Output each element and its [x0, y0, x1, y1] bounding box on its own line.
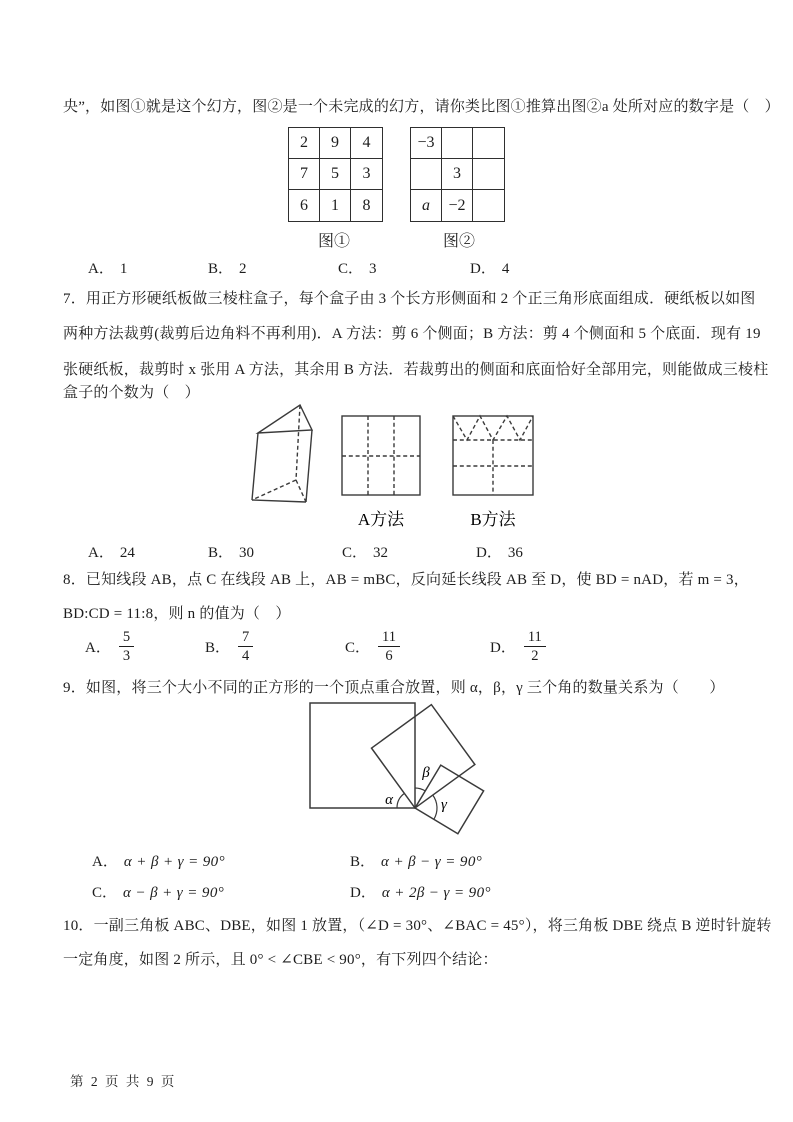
magic-cell: 7 — [289, 159, 320, 190]
q7-text-line-1: 7．用正方形硬纸板做三棱柱盒子，每个盒子由 3 个长方形侧面和 2 个正三角形底面组成．硬纸板以如图 — [63, 291, 756, 307]
magic-cell — [442, 128, 473, 159]
q6-option-b: B． 2 — [208, 261, 247, 277]
beta-arc — [415, 788, 425, 791]
q8-option-a: A． $\frac{5}{3}$ — [85, 628, 134, 665]
q8-option-c: C． $\frac{11}{6}$ — [345, 628, 400, 665]
question-6-continuation-text: 央”，如图①就是这个幻方，图②是一个未完成的幻方，请你类比图①推算出图②a 处所对应的数字是（ ） — [63, 99, 780, 115]
magic-cell — [473, 159, 504, 190]
method-b-figure — [453, 416, 533, 495]
large-square — [310, 703, 415, 808]
page-footer: 第 2 页 共 9 页 — [70, 1074, 177, 1089]
q9-option-c: C． α − β + γ = 90° — [92, 885, 225, 901]
magic-cell: 2 — [289, 128, 320, 159]
fraction: $\frac{11}{2}$ — [524, 628, 546, 665]
q9-text-line: 9．如图，将三个大小不同的正方形的一个顶点重合放置，则 α，β，γ 三个角的数量关系为（ ） — [63, 680, 725, 696]
q9-option-a: A． α + β + γ = 90° — [92, 854, 225, 870]
q6-option-a: A． 1 — [88, 261, 128, 277]
magic-cell: 4 — [351, 128, 382, 159]
fraction: $\frac{7}{4}$ — [238, 628, 253, 665]
figure-2-caption: 图② — [443, 233, 476, 250]
q6-option-c: C． 3 — [338, 261, 377, 277]
magic-cell: 5 — [320, 159, 351, 190]
q10-text-line-2: 一定角度，如图 2 所示，且 0° < ∠CBE < 90°，有下列四个结论： — [63, 952, 498, 968]
gamma-arc — [433, 795, 437, 819]
fraction: $\frac{5}{3}$ — [119, 628, 134, 665]
magic-cell: −3 — [411, 128, 442, 159]
q7-text-line-3: 张硬纸板，裁剪时 x 张用 A 方法，其余用 B 方法．若裁剪出的侧面和底面恰好全部用完，则能做成三棱柱 — [63, 362, 769, 378]
gamma-label: γ — [441, 797, 447, 813]
q8-option-d: D． $\frac{11}{2}$ — [490, 628, 546, 665]
method-a-label: A方法 — [357, 510, 405, 529]
q7-option-c: C． 32 — [342, 545, 389, 561]
q7-option-a: A． 24 — [88, 545, 135, 561]
method-a-figure — [342, 416, 420, 495]
prism-figure — [252, 405, 312, 502]
beta-label: β — [422, 765, 430, 781]
magic-cell — [473, 128, 504, 159]
magic-cell: −2 — [442, 190, 473, 221]
magic-cell: a — [411, 190, 442, 221]
fraction: $\frac{11}{6}$ — [378, 628, 400, 665]
q10-text-line-1: 10．一副三角板 ABC、DBE，如图 1 放置，（∠D = 30°、∠BAC = 45°），将三角板 DBE 绕点 B 逆时针旋转 — [63, 918, 772, 934]
q8-option-b: B． $\frac{7}{4}$ — [205, 628, 253, 665]
q7-text-line-4: 盒子的个数为（ ） — [63, 385, 200, 401]
q7-figure — [240, 400, 560, 535]
alpha-arc — [397, 793, 404, 808]
q6-option-d: D． 4 — [470, 261, 510, 277]
figure-1-caption: 图① — [318, 233, 351, 250]
q7-option-d: D． 36 — [476, 545, 523, 561]
alpha-label: α — [385, 792, 393, 808]
magic-cell: 3 — [351, 159, 382, 190]
q8-text-line-2: BD:CD = 11:8，则 n 的值为（ ） — [63, 606, 291, 622]
q9-option-b: B． α + β − γ = 90° — [350, 854, 483, 870]
magic-cell: 8 — [362, 196, 371, 214]
magic-cell: 6 — [289, 190, 320, 221]
magic-cell: 1 — [320, 190, 351, 221]
q9-option-d: D． α + 2β − γ = 90° — [350, 885, 491, 901]
q7-option-b: B． 30 — [208, 545, 255, 561]
q7-text-line-2: 两种方法裁剪(裁剪后边角料不再利用)．A 方法：剪 6 个侧面；B 方法：剪 4 个侧面和 5 个底面．现有 19 — [63, 326, 761, 342]
magic-square-grid-1 — [288, 127, 383, 222]
magic-cell — [411, 159, 442, 190]
method-b-label: B方法 — [470, 510, 516, 529]
magic-cell: 9 — [320, 128, 351, 159]
q8-text-line-1: 8．已知线段 AB，点 C 在线段 AB 上，AB = mBC，反向延长线段 AB 至 D，使 BD = nAD，若 m = 3， — [63, 572, 749, 588]
magic-cell — [473, 190, 504, 221]
magic-square-grid-2 — [410, 127, 505, 222]
q9-figure — [290, 695, 505, 845]
magic-cell: 3 — [442, 159, 473, 190]
